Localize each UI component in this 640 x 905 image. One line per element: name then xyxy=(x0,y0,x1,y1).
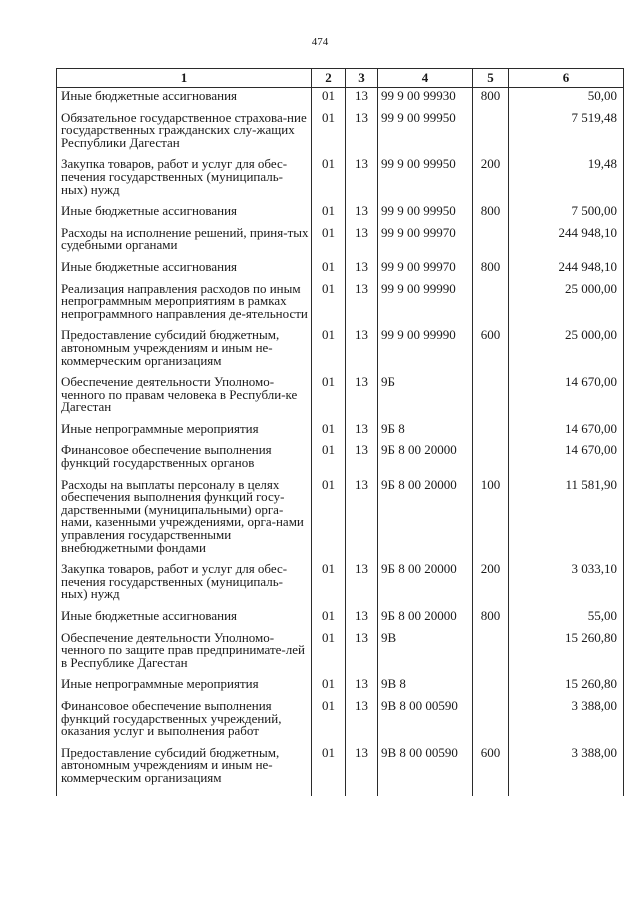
table-row xyxy=(57,374,624,421)
row-section: 01 xyxy=(312,676,346,698)
row-subsection: 13 xyxy=(346,421,378,443)
row-amount: 7 500,00 xyxy=(509,203,624,225)
row-section: 01 xyxy=(312,374,346,421)
row-amount: 55,00 xyxy=(509,608,624,630)
header-col-4: 4 xyxy=(378,69,473,88)
row-amount: 244 948,10 xyxy=(509,225,624,259)
row-section: 01 xyxy=(312,203,346,225)
header-col-3: 3 xyxy=(346,69,378,88)
row-subsection: 13 xyxy=(346,110,378,157)
row-amount: 244 948,10 xyxy=(509,259,624,281)
row-name: Иные бюджетные ассигнования xyxy=(57,88,312,110)
row-amount: 25 000,00 xyxy=(509,327,624,374)
row-amount: 7 519,48 xyxy=(509,110,624,157)
row-subsection: 13 xyxy=(346,225,378,259)
row-name: Обязательное государственное страхова-ние государственных гражданских слу-жащих Республики Дагестан xyxy=(57,110,312,157)
row-target-article: 9Б xyxy=(378,374,473,421)
row-expense-type xyxy=(473,630,509,677)
row-subsection: 13 xyxy=(346,608,378,630)
row-expense-type: 600 xyxy=(473,327,509,374)
table-row xyxy=(57,156,624,203)
row-name: Обеспечение деятельности Уполномо-ченного по защите прав предпринимате-лей в Республике Дагестан xyxy=(57,630,312,677)
row-subsection: 13 xyxy=(346,259,378,281)
row-expense-type xyxy=(473,281,509,328)
row-expense-type: 200 xyxy=(473,156,509,203)
table-body xyxy=(57,88,624,796)
row-expense-type xyxy=(473,676,509,698)
row-section: 01 xyxy=(312,225,346,259)
row-amount: 3 033,10 xyxy=(509,561,624,608)
row-subsection: 13 xyxy=(346,88,378,110)
row-expense-type: 800 xyxy=(473,88,509,110)
row-name: Иные бюджетные ассигнования xyxy=(57,203,312,225)
row-amount: 25 000,00 xyxy=(509,281,624,328)
table-row xyxy=(57,676,624,698)
row-target-article: 99 9 00 99970 xyxy=(378,259,473,281)
row-expense-type: 100 xyxy=(473,477,509,562)
table-row xyxy=(57,442,624,476)
table-row xyxy=(57,561,624,608)
row-target-article: 99 9 00 99990 xyxy=(378,281,473,328)
table-row xyxy=(57,421,624,443)
row-section: 01 xyxy=(312,281,346,328)
row-target-article: 9В xyxy=(378,630,473,677)
row-expense-type xyxy=(473,421,509,443)
table-row xyxy=(57,110,624,157)
row-amount: 19,48 xyxy=(509,156,624,203)
row-subsection: 13 xyxy=(346,698,378,745)
row-target-article: 99 9 00 99950 xyxy=(378,203,473,225)
table-row xyxy=(57,745,624,796)
row-target-article: 9В 8 00 00590 xyxy=(378,745,473,796)
header-col-2: 2 xyxy=(312,69,346,88)
row-target-article: 99 9 00 99950 xyxy=(378,156,473,203)
row-amount: 50,00 xyxy=(509,88,624,110)
row-target-article: 9Б 8 00 20000 xyxy=(378,442,473,476)
row-subsection: 13 xyxy=(346,374,378,421)
row-target-article: 9В 8 xyxy=(378,676,473,698)
row-name: Финансовое обеспечение выполнения функций государственных органов xyxy=(57,442,312,476)
page-number: 474 xyxy=(311,36,329,48)
row-target-article: 9В 8 00 00590 xyxy=(378,698,473,745)
row-section: 01 xyxy=(312,745,346,796)
table-row xyxy=(57,203,624,225)
row-name: Закупка товаров, работ и услуг для обес-печения государственных (муниципаль-ных) нужд xyxy=(57,561,312,608)
row-section: 01 xyxy=(312,477,346,562)
row-expense-type: 800 xyxy=(473,203,509,225)
table-row xyxy=(57,630,624,677)
row-target-article: 9Б 8 00 20000 xyxy=(378,608,473,630)
row-section: 01 xyxy=(312,608,346,630)
table-row xyxy=(57,225,624,259)
row-target-article: 9Б 8 xyxy=(378,421,473,443)
budget-table xyxy=(56,68,624,796)
row-target-article: 99 9 00 99950 xyxy=(378,110,473,157)
row-amount: 15 260,80 xyxy=(509,676,624,698)
row-name: Расходы на выплаты персоналу в целях обеспечения выполнения функций госу-дарственными (муниципальными) орга-нами, казенными учреждениями, орга-нами управления государственными внебюджетными фондами xyxy=(57,477,312,562)
row-name: Финансовое обеспечение выполнения функций государственных учреждений, оказания услуг и выполнения работ xyxy=(57,698,312,745)
row-target-article: 99 9 00 99930 xyxy=(378,88,473,110)
row-name: Иные непрограммные мероприятия xyxy=(57,676,312,698)
table-row xyxy=(57,88,624,110)
row-subsection: 13 xyxy=(346,281,378,328)
row-expense-type: 800 xyxy=(473,608,509,630)
row-subsection: 13 xyxy=(346,203,378,225)
row-subsection: 13 xyxy=(346,477,378,562)
row-amount: 15 260,80 xyxy=(509,630,624,677)
row-section: 01 xyxy=(312,698,346,745)
table-row xyxy=(57,281,624,328)
row-section: 01 xyxy=(312,259,346,281)
row-section: 01 xyxy=(312,561,346,608)
row-subsection: 13 xyxy=(346,442,378,476)
row-expense-type xyxy=(473,442,509,476)
row-expense-type: 600 xyxy=(473,745,509,796)
row-section: 01 xyxy=(312,88,346,110)
row-name: Предоставление субсидий бюджетным, автономным учреждениям и иным не-коммерческим организациям xyxy=(57,745,312,796)
table-row xyxy=(57,608,624,630)
row-expense-type: 800 xyxy=(473,259,509,281)
row-name: Предоставление субсидий бюджетным, автономным учреждениям и иным не-коммерческим организациям xyxy=(57,327,312,374)
row-expense-type xyxy=(473,698,509,745)
row-target-article: 99 9 00 99970 xyxy=(378,225,473,259)
row-section: 01 xyxy=(312,630,346,677)
row-subsection: 13 xyxy=(346,676,378,698)
row-amount: 14 670,00 xyxy=(509,421,624,443)
row-expense-type xyxy=(473,374,509,421)
row-subsection: 13 xyxy=(346,156,378,203)
row-amount: 14 670,00 xyxy=(509,442,624,476)
row-subsection: 13 xyxy=(346,745,378,796)
table-row xyxy=(57,477,624,562)
row-name: Реализация направления расходов по иным непрограммным мероприятиям в рамках непрограммного направления де-ятельности xyxy=(57,281,312,328)
header-row xyxy=(57,69,624,88)
row-name: Иные бюджетные ассигнования xyxy=(57,259,312,281)
row-amount: 14 670,00 xyxy=(509,374,624,421)
row-expense-type xyxy=(473,110,509,157)
table-row xyxy=(57,698,624,745)
row-expense-type: 200 xyxy=(473,561,509,608)
row-expense-type xyxy=(473,225,509,259)
row-name: Иные бюджетные ассигнования xyxy=(57,608,312,630)
row-name: Иные непрограммные мероприятия xyxy=(57,421,312,443)
row-target-article: 99 9 00 99990 xyxy=(378,327,473,374)
row-target-article: 9Б 8 00 20000 xyxy=(378,477,473,562)
row-section: 01 xyxy=(312,156,346,203)
header-col-6: 6 xyxy=(509,69,624,88)
row-amount: 11 581,90 xyxy=(509,477,624,562)
row-subsection: 13 xyxy=(346,327,378,374)
row-name: Расходы на исполнение решений, приня-тых судебными органами xyxy=(57,225,312,259)
row-amount: 3 388,00 xyxy=(509,698,624,745)
table-row xyxy=(57,327,624,374)
row-section: 01 xyxy=(312,327,346,374)
row-subsection: 13 xyxy=(346,630,378,677)
row-section: 01 xyxy=(312,442,346,476)
row-section: 01 xyxy=(312,110,346,157)
row-amount: 3 388,00 xyxy=(509,745,624,796)
row-name: Обеспечение деятельности Уполномо-ченного по правам человека в Республи-ке Дагестан xyxy=(57,374,312,421)
row-name: Закупка товаров, работ и услуг для обес-печения государственных (муниципаль-ных) нужд xyxy=(57,156,312,203)
row-section: 01 xyxy=(312,421,346,443)
row-subsection: 13 xyxy=(346,561,378,608)
header-col-5: 5 xyxy=(473,69,509,88)
header-col-1: 1 xyxy=(57,69,312,88)
table-row xyxy=(57,259,624,281)
row-target-article: 9Б 8 00 20000 xyxy=(378,561,473,608)
